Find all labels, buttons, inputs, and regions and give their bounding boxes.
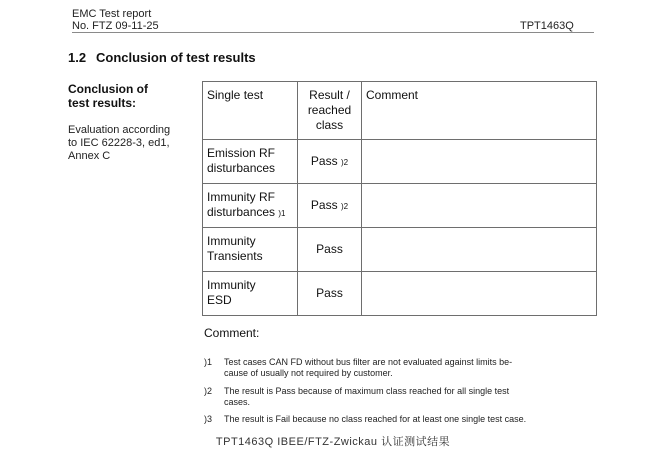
footnote-text: cause of usually not required by customer. [224,368,393,378]
evaluation-note-line: Evaluation according [68,124,171,136]
comment-cell [362,228,597,272]
result-value: Pass [316,285,343,300]
footnote-text: cases. [224,397,251,407]
evaluation-note-line: Annex C [68,150,111,162]
result-value: Pass [310,197,338,212]
test-name-cell [203,184,298,228]
test-name-cell [203,140,298,184]
test-name-line: Transients [207,249,263,263]
evaluation-note [68,124,188,163]
comment-cell [362,140,597,184]
footnote-text: The result is Fail because no class reached for at least one single test case. [224,414,527,424]
table-row [203,272,597,316]
test-name-line: Immunity [207,234,256,248]
section-title-text: Conclusion of test results [96,50,256,65]
result-value: Pass [316,241,343,256]
header-result [298,82,362,140]
conclusion-heading [68,82,188,110]
header-comment: Comment [362,82,597,140]
result-cell [298,140,362,184]
evaluation-note-line: to IEC 62228-3, ed1, [68,137,170,149]
table-row [203,140,597,184]
test-name-line: Immunity RF [207,190,276,204]
table-header-row [203,82,597,140]
footnote-ref: )2 [340,157,349,167]
comment-cell [362,184,597,228]
report-header [72,8,159,32]
header-result-line: class [315,118,344,132]
test-name-line: disturbances [207,205,276,219]
report-number: No. FTZ 09-11-25 [72,20,159,32]
footnote-ref: )1 [278,209,286,218]
comment-label: Comment: [204,326,260,340]
footnote-text: The result is Pass because of maximum class reached for all single test [224,386,510,396]
header-single-test: Single test [203,82,298,140]
footnote-mark: )3 [204,414,213,424]
result-cell [298,184,362,228]
header-divider [72,32,594,33]
results-table [202,81,597,316]
conclusion-heading-line: test results: [68,96,137,110]
report-title: EMC Test report [72,8,152,20]
footnote-mark: )1 [204,357,213,367]
test-name-line: disturbances [207,161,276,175]
header-result-line: Result / [309,88,350,102]
section-number: 1.2 [68,50,87,65]
result-value: Pass [310,153,338,168]
result-cell [298,228,362,272]
test-name-cell [203,272,298,316]
footnote-text: Test cases CAN FD without bus filter are not evaluated against limits be- [224,357,513,367]
test-name-line: Immunity [207,278,256,292]
test-name-cell [203,228,298,272]
footnote-ref: )2 [340,201,349,211]
result-cell [298,272,362,316]
test-name-line: ESD [207,293,232,307]
header-result-line: reached [307,103,352,117]
footnote-mark: )2 [204,386,213,396]
comment-cell [362,272,597,316]
table-row [203,184,597,228]
image-caption: TPT1463Q IBEE/FTZ-Zwickau 认证测试结果 [215,436,451,448]
table-row [203,228,597,272]
conclusion-heading-line: Conclusion of [68,82,148,96]
test-name-line: Emission RF [207,146,276,160]
document-id: TPT1463Q [520,20,574,32]
section-title [68,50,256,65]
